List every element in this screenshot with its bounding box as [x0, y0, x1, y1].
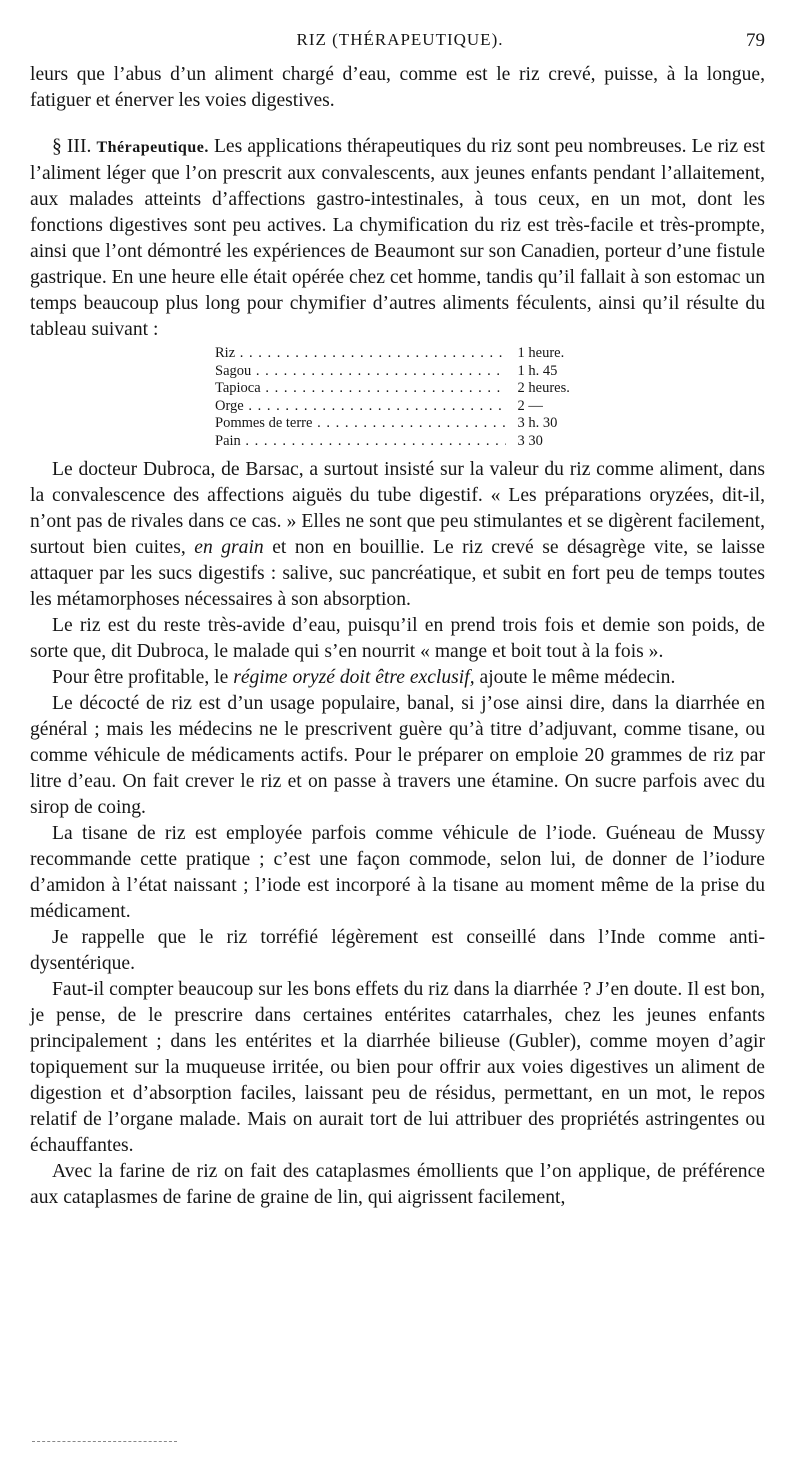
paragraph-torrefie: Je rappelle que le riz torréfié légèrement est conseillé dans l’Inde comme anti-dysentérique.: [30, 926, 765, 974]
table-row: [215, 415, 595, 433]
section-number: § III.: [52, 136, 92, 157]
table-row: [215, 380, 595, 398]
paragraph-avide-eau: Le riz est du reste très-avide d’eau, puisqu’il en prend trois fois et demie son poids, de sorte que, dit Dubroca, le malade qui s’en nourrit « mange et boit tout à la fois ».: [30, 614, 765, 662]
paragraph-dubroca: [30, 457, 765, 613]
emphasis-text: régime oryzé doit être exclusif,: [233, 666, 475, 688]
table-food: Riz . . .: [215, 345, 506, 363]
paragraph-tisane-iode: La tisane de riz est employée parfois comme véhicule de l’iode. Guéneau de Mussy recommande cette pratique ; c’est une façon commode, selon lui, de donner de l’iodure d’amidon à l’état naissant ; l’iode est incorporé à la tisane au moment même de la prise du médicament.: [30, 822, 765, 922]
table-food: Sagou . . .: [215, 363, 506, 381]
table-food: Tapioca . . .: [215, 380, 506, 398]
table-row: [215, 363, 595, 381]
table-row: [215, 398, 595, 416]
header-title: RIZ (THÉRAPEUTIQUE).: [296, 30, 504, 49]
table-time: 1 h. 45: [517, 362, 558, 379]
table-row: [215, 433, 595, 451]
paragraph-regime: [30, 665, 765, 691]
table-food: Orge . . .: [215, 398, 506, 416]
digestion-table: [215, 345, 595, 451]
paragraph-continuation: leurs que l’abus d’un aliment chargé d’eau, comme est le riz crevé, puisse, à la longue, fatiguer et énerver les voies digestives.: [30, 64, 765, 111]
paragraph-therapeutique: [30, 134, 765, 343]
table-time: 2 heures.: [517, 380, 570, 397]
table-time: 3 h. 30: [517, 415, 558, 432]
table-food: Pain . . .: [215, 433, 506, 451]
paragraph-text: Les applications thérapeutiques du riz sont peu nombreuses. Le riz est l’aliment léger que l’on prescrit aux convalescents, aux jeunes enfants pendant l’allaitement, aux malades atteints d’affections gastro-intestinales, à tous ceux, en un mot, dont les fonctions digestives sont peu actives. La chymification du riz est très-facile et très-prompte, ainsi que l’ont démontré les expériences de Beaumont sur son Canadien, porteur d’une fistule gastrique. En une heure elle était opérée chez cet homme, tandis qu’il fallait à son estomac un temps beaucoup plus long pour chymifier d’autres aliments féculents, ainsi qu’il résulte du tableau suivant :: [30, 136, 765, 340]
table-time: 2 —: [517, 397, 543, 414]
paragraph-cataplasmes: Avec la farine de riz on fait des cataplasmes émollients que l’on applique, de préférence aux cataplasmes de farine de graine de lin, qui aigrissent facilement,: [30, 1160, 765, 1208]
section-title: Thérapeutique.: [96, 139, 209, 156]
table-time: 3 30: [517, 432, 543, 449]
table-row: [215, 345, 595, 363]
body-text: [30, 62, 765, 1211]
paragraph-text: et non en bouillie. Le riz crevé se désagrège vite, se laisse attaquer par les sucs digestifs : salive, suc pancréatique, et subit en fort peu de temps toutes les métamorphoses nécessaires à son absorption.: [30, 536, 765, 610]
table-food: Pommes de terre . . .: [215, 415, 506, 433]
paragraph-diarrhee: Faut-il compter beaucoup sur les bons effets du riz dans la diarrhée ? J’en doute. Il est bon, je pense, de le prescrire dans certaines entérites catarrhales, chez les jeunes enfants principalement ; dans les entérites et la diarrhée bilieuse (Gubler), comme moyen d’agir topiquement sur la muqueuse irritée, ou bien pour offrir aux voies digestives un aliment de digestion et d’absorption faciles, laissant peu de résidus, permettant, en un mot, le repos relatif de l’organe malade. Mais on aurait tort de lui attribuer des propriétés astringentes ou échauffantes.: [30, 978, 765, 1156]
paragraph-text: Pour être profitable, le: [52, 666, 229, 688]
paragraph-text: ajoute le même médecin.: [479, 666, 676, 688]
footer-rule: [32, 1441, 177, 1442]
paragraph-decocte: Le décocté de riz est d’un usage populaire, banal, si j’ose ainsi dire, dans la diarrhée en général ; mais les médecins ne le prescrivent guère qu’à titre d’adjuvant, comme tisane, ou comme véhicule de médicaments actifs. Pour le préparer on emploie 20 grammes de riz par litre d’eau. On fait crever le riz et on passe à travers une étamine. On sucre parfois avec du sirop de coing.: [30, 692, 765, 818]
paragraph-text: Le docteur Dubroca, de Barsac, a surtout insisté sur la valeur du riz comme aliment, dans la convalescence des affections aiguës du tube digestif. « Les préparations oryzées, dit-il, n’ont pas de rivales dans ce cas. » Elles ne sont que peu stimulantes et se digèrent facilement, surtout bien cuites,: [30, 458, 765, 558]
emphasis-text: en grain: [194, 536, 264, 558]
table-time: 1 heure.: [517, 345, 565, 361]
running-header: [30, 30, 770, 54]
page-number: 79: [746, 30, 765, 51]
